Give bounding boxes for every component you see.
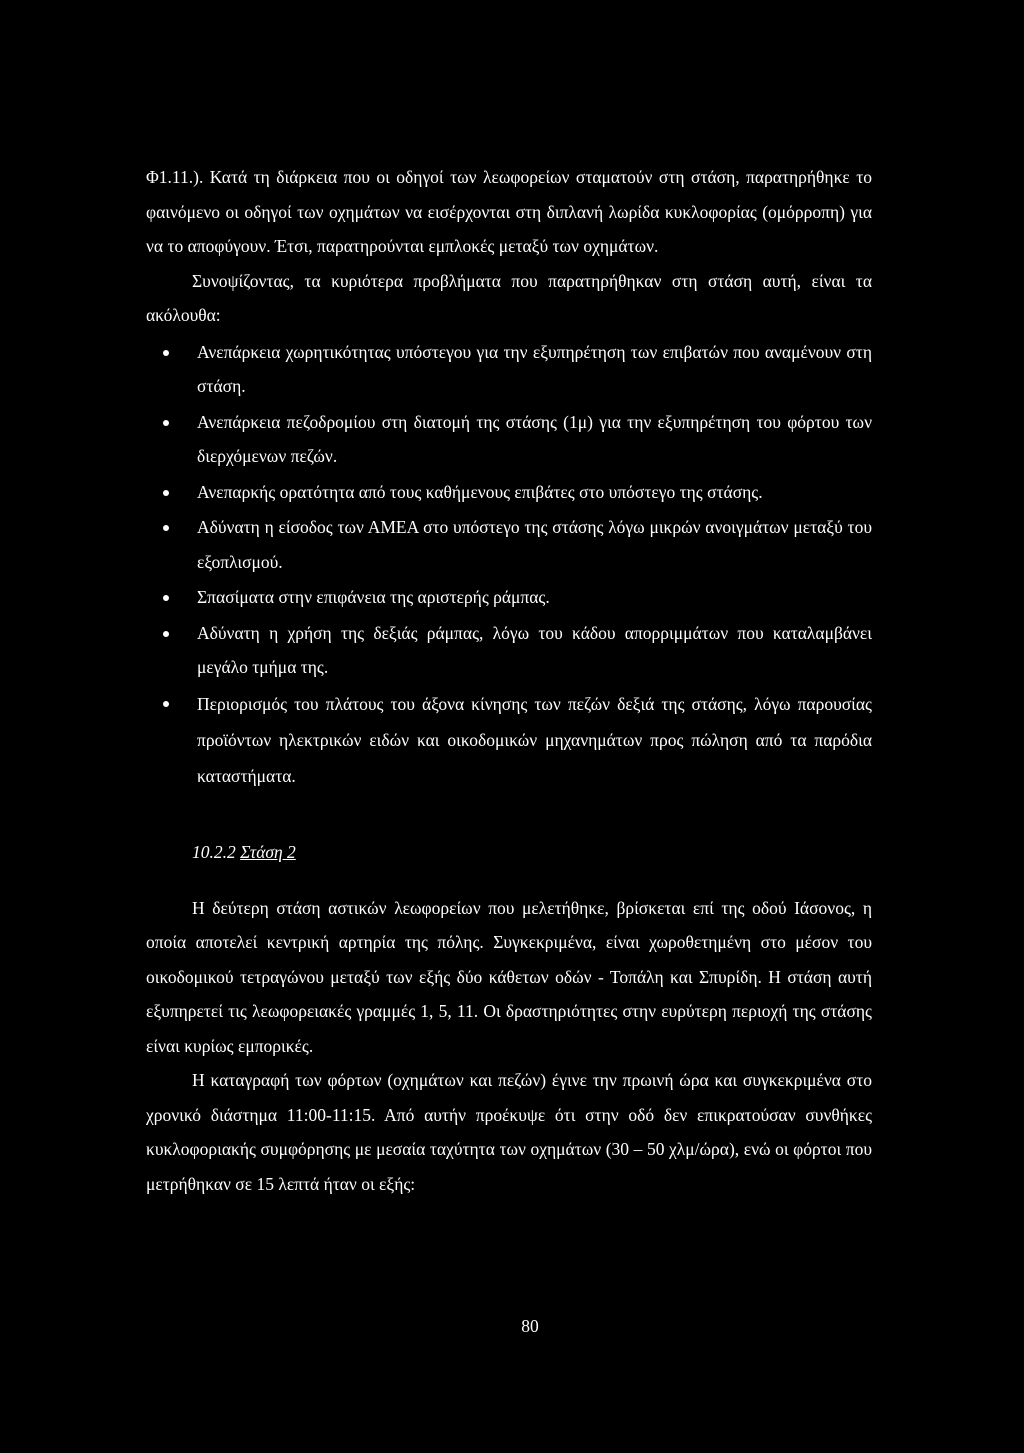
list-item <box>146 475 872 510</box>
list-item-text: Ανεπάρκεια πεζοδρομίου στη διατομή της στάσης (1μ) για την εξυπηρέτηση του φόρτου των διερχόμενων πεζών. <box>197 411 872 466</box>
section-paragraph: Η καταγραφή των φόρτων (οχημάτων και πεζών) έγινε την πρωινή ώρα και συγκεκριμένα στο χρονικό διάστημα 11:00-11:15. Από αυτήν προέκυψε ότι στην οδό δεν επικρατούσαν συνθήκες κυκλοφοριακής συμφόρησης με μεσαία ταχύτητα των οχημάτων (30 – 50 χλμ/ώρα), ενώ οι φόρτοι που μετρήθηκαν σε 15 λεπτά ήταν οι εξής: <box>146 1070 872 1194</box>
bullet-icon <box>163 420 169 426</box>
list-item <box>146 405 872 474</box>
bullet-icon <box>163 701 169 707</box>
list-item <box>146 335 872 404</box>
bullet-icon <box>163 490 169 496</box>
section-heading <box>146 835 872 869</box>
section-title: Στάση 2 <box>240 841 296 862</box>
list-item <box>146 580 872 615</box>
bullet-icon <box>163 525 169 531</box>
bullet-icon <box>163 595 169 601</box>
list-item-text: Περιορισμός του πλάτους του άξονα κίνησης των πεζών δεξιά της στάσης, λόγω παρουσίας προϊόντων ηλεκτρικών ειδών και οικοδομικών μηχανημάτων προς πώληση από τα παρόδια καταστήματα. <box>197 693 872 786</box>
section-number: 10.2.2 <box>192 841 236 862</box>
bullet-icon <box>163 350 169 356</box>
page-number: 80 <box>521 1316 539 1336</box>
list-item-text: Αδύνατη η χρήση της δεξιάς ράμπας, λόγω του κάδου απορριμμάτων που καταλαμβάνει μεγάλο τμήμα της. <box>197 622 872 677</box>
list-item <box>146 616 872 685</box>
list-item-text: Ανεπάρκεια χωρητικότητας υπόστεγου για την εξυπηρέτηση των επιβατών που αναμένουν στη στάση. <box>197 341 872 396</box>
list-item-text: Σπασίματα στην επιφάνεια της αριστερής ράμπας. <box>197 587 550 607</box>
summary-paragraph: Συνοψίζοντας, τα κυριότερα προβλήματα που παρατηρήθηκαν στη στάση αυτή, είναι τα ακόλουθα: <box>146 270 872 325</box>
intro-paragraph: Φ1.11.). Κατά τη διάρκεια που οι οδηγοί των λεωφορείων σταματούν στη στάση, παρατηρήθηκε το φαινόμενο οι οδηγοί των οχημάτων να εισέρχονται στη διπλανή λωρίδα κυκλοφορίας (ομόρροπη) για να το αποφύγουν. Έτσι, παρατηρούνται εμπλοκές μεταξύ των οχημάτων. <box>146 167 872 256</box>
problems-list <box>146 335 872 794</box>
bullet-icon <box>163 631 169 637</box>
list-item-text: Αδύνατη η είσοδος των ΑΜΕΑ στο υπόστεγο της στάσης λόγω μικρών ανοιγμάτων μεταξύ του εξοπλισμού. <box>197 517 872 572</box>
document-page <box>146 160 872 1201</box>
section-paragraph: Η δεύτερη στάση αστικών λεωφορείων που μελετήθηκε, βρίσκεται επί της οδού Ιάσονος, η οποία αποτελεί κεντρική αρτηρία της πόλης. Συγκεκριμένα, είναι χωροθετημένη στο μέσον του οικοδομικού τετραγώνου μεταξύ των εξής δύο κάθετων οδών - Τοπάλη και Σπυρίδη. Η στάση αυτή εξυπηρετεί τις λεωφορειακές γραμμές 1, 5, 11. Οι δραστηριότητες στην ευρύτερη περιοχή της στάσης είναι κυρίως εμπορικές. <box>146 897 872 1056</box>
list-item <box>146 510 872 579</box>
list-item-text: Ανεπαρκής ορατότητα από τους καθήμενους επιβάτες στο υπόστεγο της στάσης. <box>197 481 763 502</box>
list-item <box>146 686 872 794</box>
